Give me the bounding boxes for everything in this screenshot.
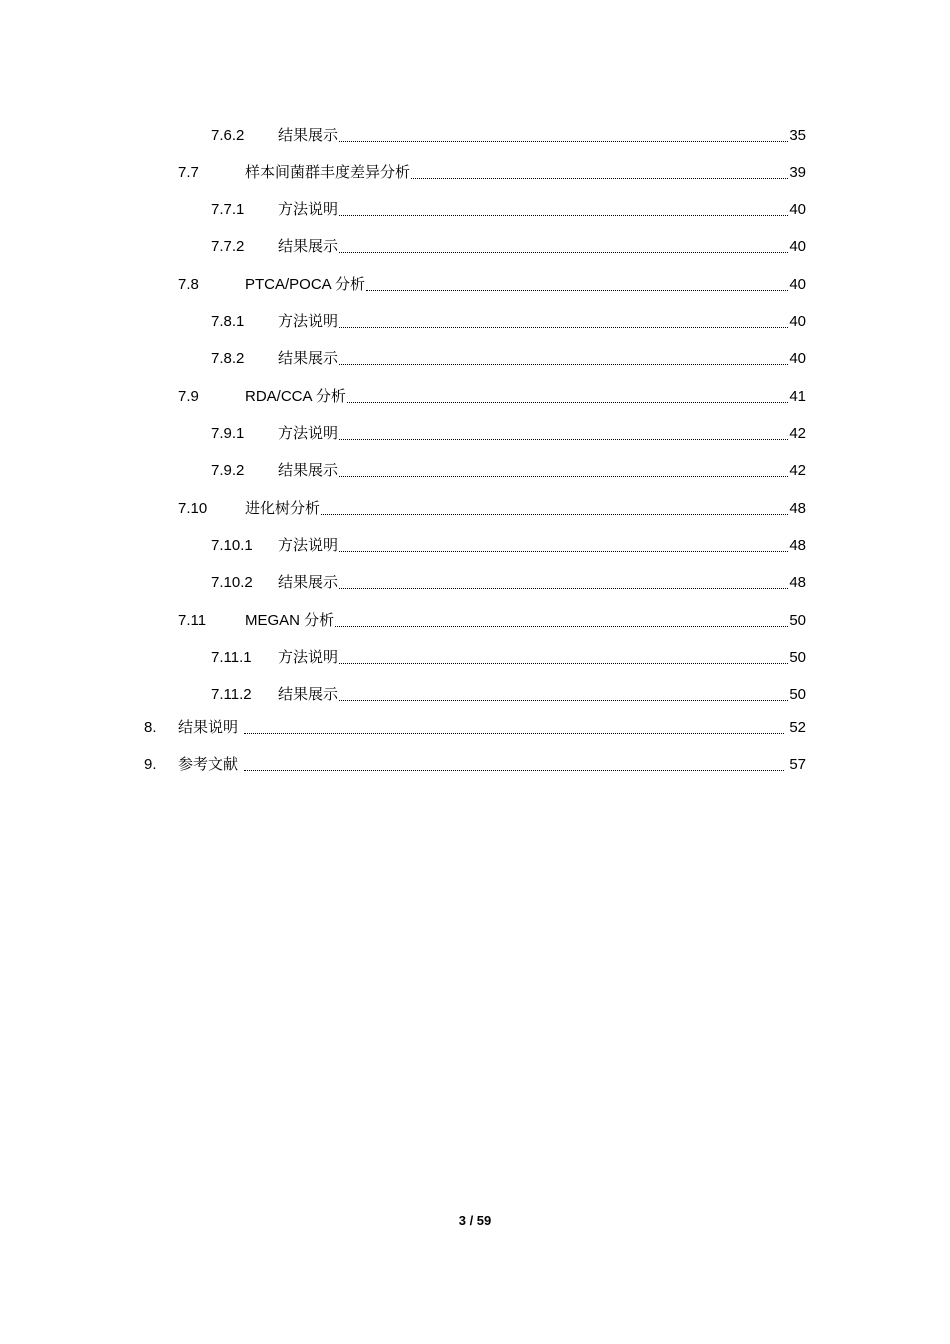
toc-entry-7-9-2[interactable] [211,457,806,481]
toc-entry-number: 7.9.2 [211,462,245,479]
toc-entry-title: 结果展示 [278,127,339,144]
toc-entry-page: 42 [789,425,806,442]
toc-entry-title: 方法说明 [278,649,339,666]
toc-entry-page: 50 [789,612,806,629]
toc-dot-leader [339,573,788,593]
toc-entry-number: 7.8.1 [211,313,245,330]
toc-entry-7-11[interactable] [178,607,806,631]
toc-entry-number: 7.10 [178,500,208,517]
toc-dot-leader [339,648,788,668]
toc-entry-page: 50 [789,649,806,666]
toc-entry-page: 48 [789,574,806,591]
toc-entry-title: 方法说明 [278,313,339,330]
toc-dot-leader [335,611,788,631]
toc-entry-number: 7.8 [178,276,199,293]
toc-entry-page: 40 [789,201,806,218]
toc-entry-7-7-1[interactable] [211,196,806,220]
toc-entry-number: 8. [144,719,157,736]
toc-entry-number: 7.10.2 [211,574,253,591]
toc-entry-7-7-2[interactable] [211,233,806,257]
toc-entry-7-7[interactable] [178,159,806,183]
toc-entry-page: 39 [789,164,806,181]
toc-entry-7-11-2[interactable] [211,681,806,705]
toc-entry-7-9-1[interactable] [211,420,806,444]
toc-entry-page: 57 [789,756,806,773]
toc-entry-title: 进化树分析 [245,500,321,517]
toc-dot-leader [339,685,788,705]
toc-entry-title: 参考文献 [178,756,239,773]
toc-entry-page: 48 [789,537,806,554]
toc-entry-page: 48 [789,500,806,517]
toc-dot-leader [339,536,788,556]
page-number-footer: 3 / 59 [458,1213,492,1228]
toc-dot-leader [321,499,788,519]
toc-entry-page: 52 [789,719,806,736]
toc-entry-page: 40 [789,313,806,330]
toc-entry-page: 35 [789,127,806,144]
toc-entry-9[interactable] [144,751,806,775]
toc-entry-7-11-1[interactable] [211,644,806,668]
toc-entry-title: 结果说明 [178,719,239,736]
toc-dot-leader [411,163,788,183]
toc-entry-7-10-2[interactable] [211,569,806,593]
toc-entry-8[interactable] [144,714,806,738]
toc-entry-number: 7.6.2 [211,127,245,144]
toc-entry-number: 9. [144,756,157,773]
toc-entry-page: 40 [789,238,806,255]
toc-dot-leader [347,387,788,407]
toc-entry-title: 结果展示 [278,462,339,479]
toc-entry-title: PTCA/POCA 分析 [245,276,366,293]
toc-entry-page: 50 [789,686,806,703]
toc-entry-number: 7.11.2 [211,686,252,703]
toc-entry-number: 7.7.1 [211,201,245,218]
toc-dot-leader [339,424,788,444]
toc-entry-title: 样本间菌群丰度差异分析 [245,164,411,181]
toc-dot-leader [339,349,788,369]
toc-entry-number: 7.9 [178,388,199,405]
toc-entry-7-8-2[interactable] [211,345,806,369]
toc-dot-leader [339,200,788,220]
toc-entry-7-8-1[interactable] [211,308,806,332]
toc-entry-title: 结果展示 [278,686,339,703]
toc-entry-title: RDA/CCA 分析 [245,388,346,405]
toc-entry-page: 40 [789,350,806,367]
toc-dot-leader [339,237,788,257]
toc-entry-number: 7.7 [178,164,199,181]
toc-entry-7-9[interactable] [178,383,806,407]
toc-entry-page: 41 [789,388,806,405]
toc-entry-title: 结果展示 [278,238,339,255]
toc-entry-7-10[interactable] [178,495,806,519]
toc-entry-page: 42 [789,462,806,479]
toc-dot-leader [244,718,784,738]
toc-dot-leader [339,312,788,332]
toc-entry-number: 7.8.2 [211,350,245,367]
toc-dot-leader [244,755,784,775]
toc-entry-7-6-2[interactable] [211,122,806,146]
toc-dot-leader [339,126,788,146]
toc-entry-number: 7.11 [178,612,207,629]
toc-entry-title: 方法说明 [278,425,339,442]
toc-entry-page: 40 [789,276,806,293]
toc-entry-title: 结果展示 [278,574,339,591]
toc-entry-number: 7.9.1 [211,425,245,442]
toc-entry-title: 方法说明 [278,537,339,554]
toc-entry-number: 7.10.1 [211,537,253,554]
toc-entry-title: 方法说明 [278,201,339,218]
toc-entry-7-8[interactable] [178,271,806,295]
toc-entry-number: 7.7.2 [211,238,245,255]
toc-dot-leader [339,461,788,481]
toc-entry-title: MEGAN 分析 [245,612,335,629]
toc-dot-leader [366,275,788,295]
toc-entry-7-10-1[interactable] [211,532,806,556]
toc-entry-number: 7.11.1 [211,649,252,666]
toc-entry-title: 结果展示 [278,350,339,367]
